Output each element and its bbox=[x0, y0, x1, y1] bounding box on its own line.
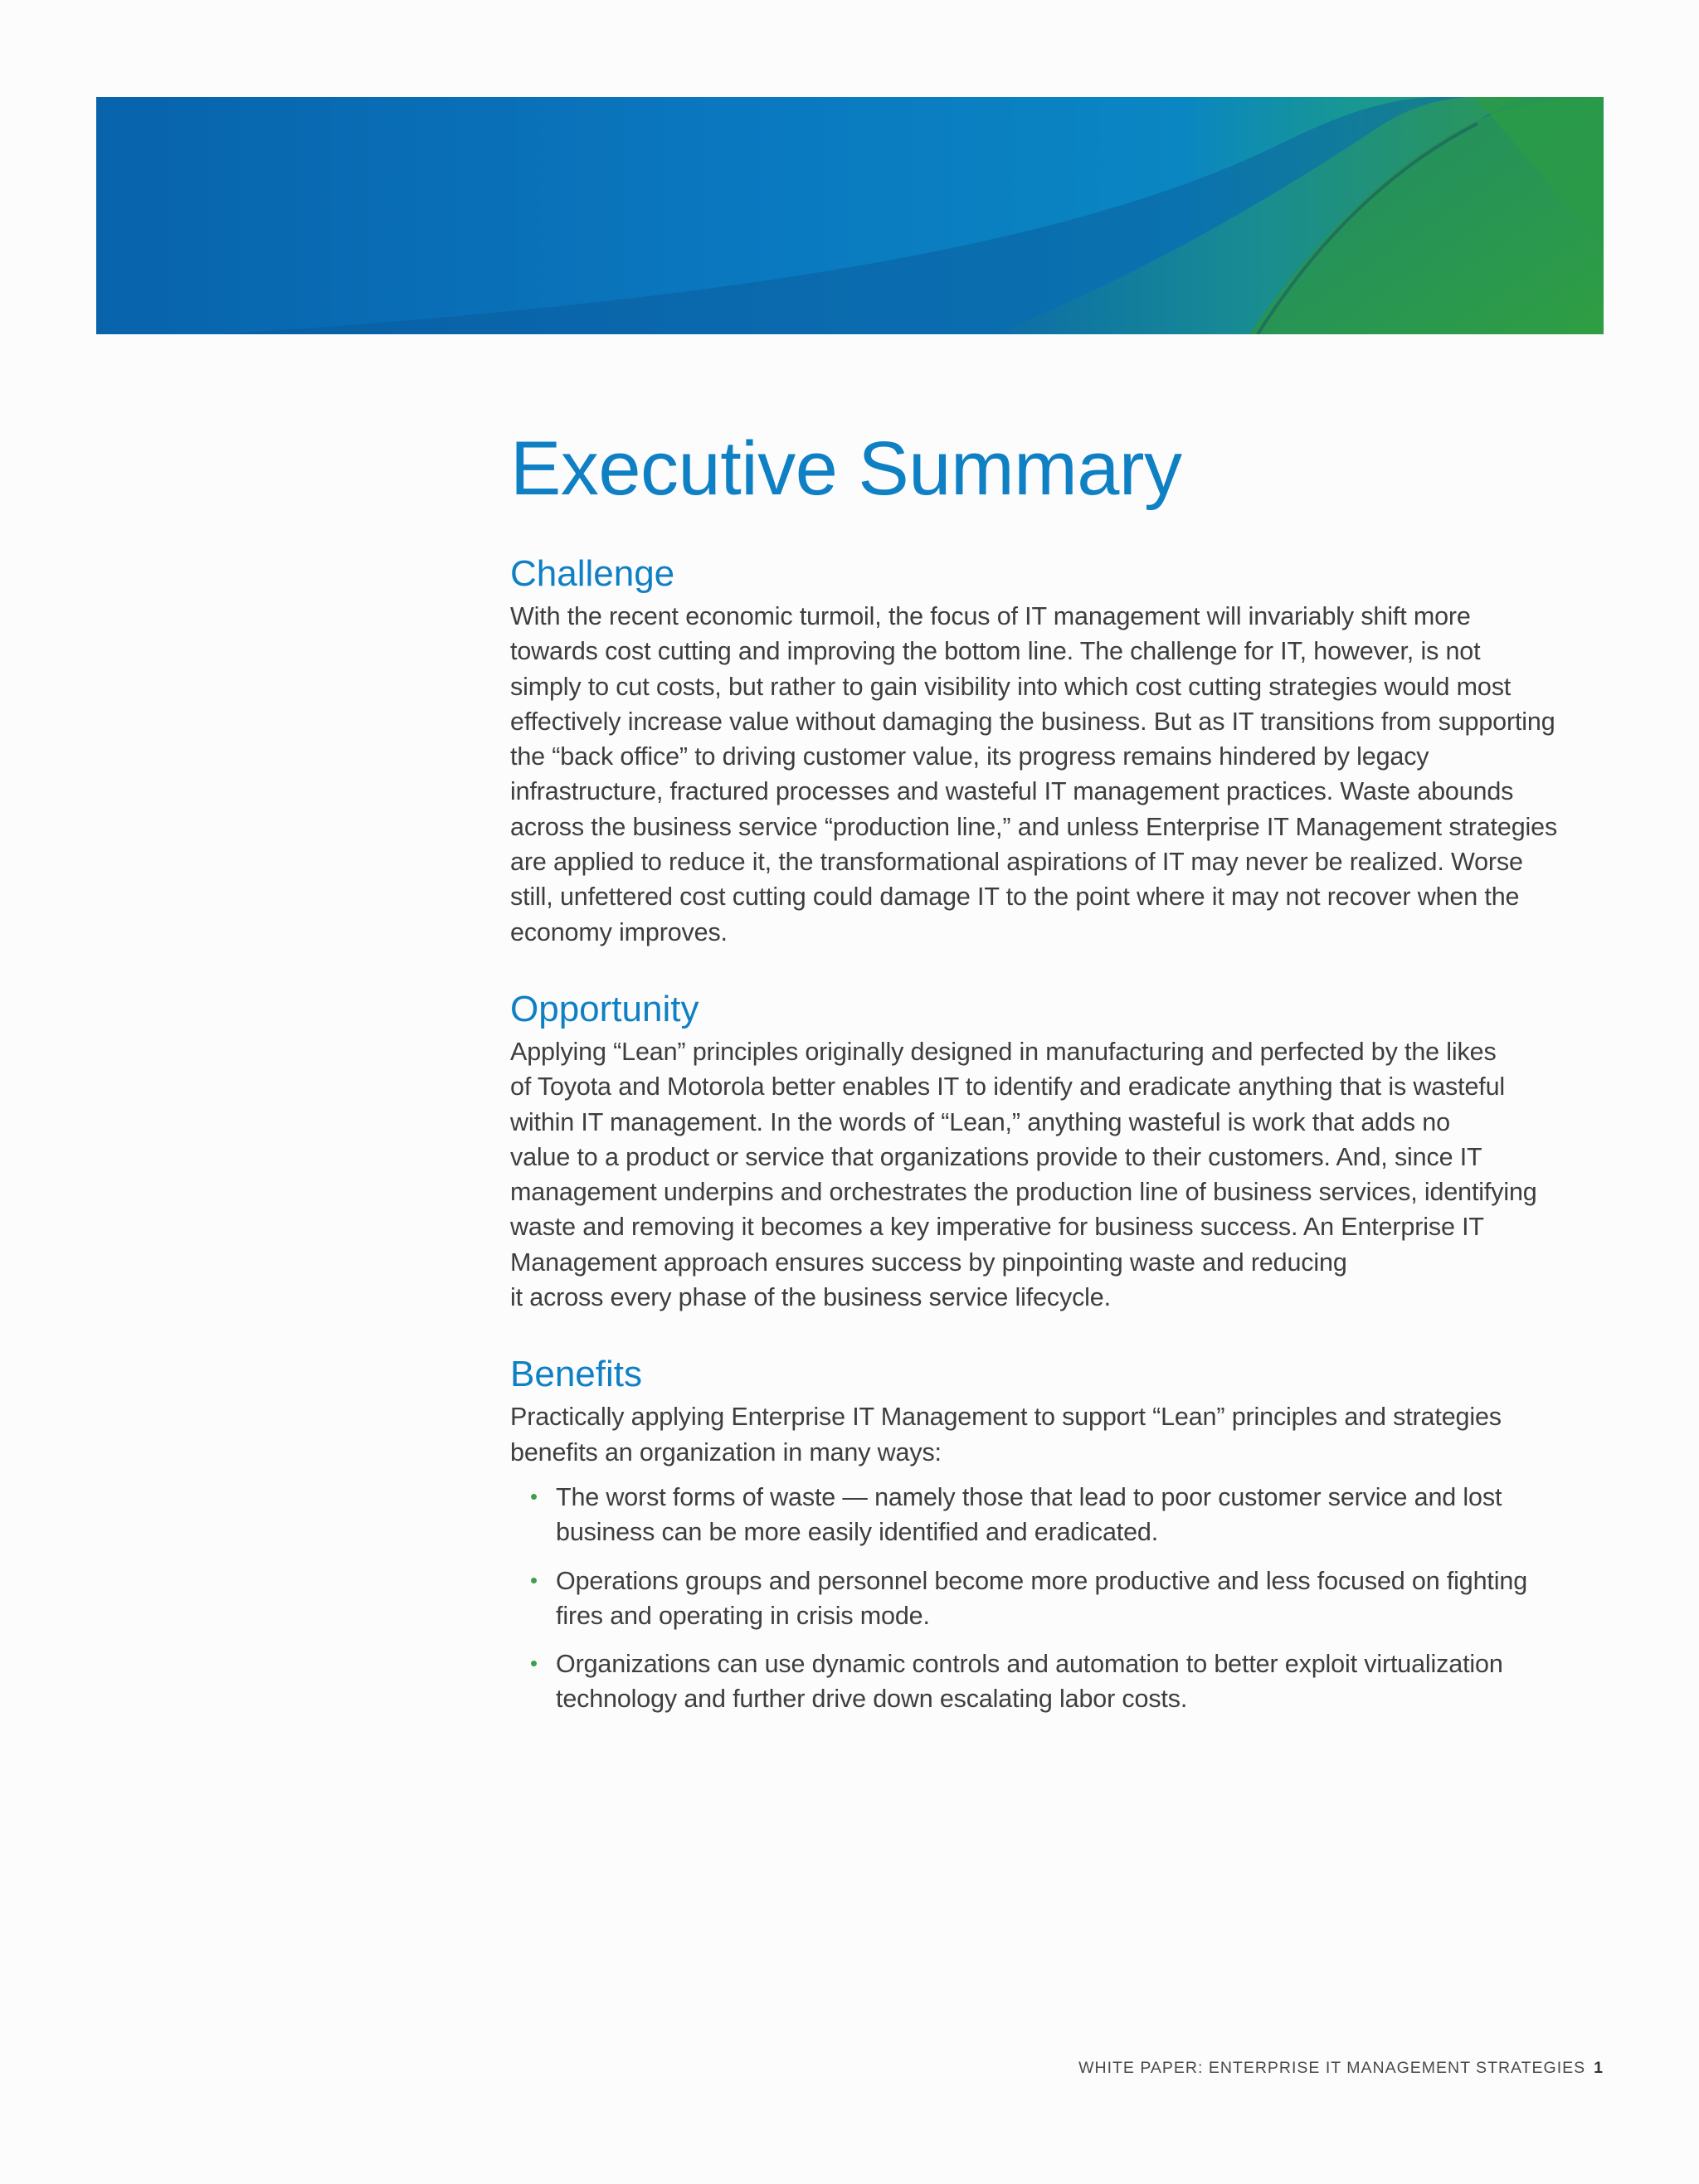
bullet-icon bbox=[531, 1661, 537, 1666]
footer-text: WHITE PAPER: ENTERPRISE IT MANAGEMENT STRATEGIES bbox=[1078, 2059, 1586, 2077]
text-line: it across every phase of the business service lifecycle. bbox=[510, 1283, 1111, 1312]
text-line: Organizations can use dynamic controls and automation to better exploit virtualization bbox=[556, 1650, 1503, 1679]
opportunity-paragraph bbox=[510, 1034, 1604, 1315]
text-line: Operations groups and personnel become more productive and less focused on fighting bbox=[556, 1566, 1528, 1595]
benefits-intro bbox=[510, 1399, 1604, 1470]
text-line: The worst forms of waste — namely those that lead to poor customer service and lost bbox=[556, 1482, 1502, 1511]
text-line: of Toyota and Motorola better enables IT to identify and eradicate anything that is wasteful bbox=[510, 1073, 1506, 1102]
benefits-heading: Benefits bbox=[510, 1354, 642, 1395]
text-line: towards cost cutting and improving the bottom line. The challenge for IT, however, is not bbox=[510, 637, 1481, 666]
main-content bbox=[510, 423, 1604, 1730]
text-line: management underpins and orchestrates the production line of business services, identifying bbox=[510, 1178, 1537, 1207]
text-line: benefits an organization in many ways: bbox=[510, 1437, 942, 1467]
page-footer bbox=[1078, 2059, 1604, 2078]
text-line: business can be more easily identified and eradicated. bbox=[556, 1518, 1159, 1547]
benefits-list bbox=[510, 1480, 1604, 1717]
opportunity-heading: Opportunity bbox=[510, 988, 699, 1029]
text-line: the “back office” to driving customer value, its progress remains hindered by legacy bbox=[510, 742, 1429, 771]
text-line: within IT management. In the words of “Lean,” anything wasteful is work that adds no bbox=[510, 1107, 1450, 1136]
text-line: fires and operating in crisis mode. bbox=[556, 1601, 930, 1630]
list-item bbox=[510, 1564, 1604, 1634]
text-line: Practically applying Enterprise IT Management to support “Lean” principles and strategies bbox=[510, 1403, 1502, 1432]
text-line: Applying “Lean” principles originally designed in manufacturing and perfected by the likes bbox=[510, 1037, 1497, 1066]
text-line: waste and removing it becomes a key imperative for business success. An Enterprise IT bbox=[510, 1213, 1484, 1242]
challenge-paragraph bbox=[510, 599, 1604, 950]
page-number: 1 bbox=[1594, 2059, 1604, 2077]
text-line: economy improves. bbox=[510, 917, 728, 946]
text-line: technology and further drive down escalating labor costs. bbox=[556, 1685, 1188, 1714]
bullet-icon bbox=[531, 1578, 537, 1583]
text-line: value to a product or service that organizations provide to their customers. And, since IT bbox=[510, 1142, 1482, 1171]
text-line: infrastructure, fractured processes and wasteful IT management practices. Waste abounds bbox=[510, 777, 1514, 806]
text-line: effectively increase value without damaging the business. But as IT transitions from supporting bbox=[510, 707, 1555, 736]
page-title: Executive Summary bbox=[510, 426, 1182, 511]
bullet-icon bbox=[531, 1494, 537, 1500]
banner-graphic bbox=[96, 97, 1604, 334]
text-line: are applied to reduce it, the transformational aspirations of IT may never be realized. Worse bbox=[510, 848, 1523, 877]
header-banner bbox=[96, 97, 1604, 334]
text-line: across the business service “production line,” and unless Enterprise IT Management strategies bbox=[510, 812, 1558, 841]
text-line: still, unfettered cost cutting could damage IT to the point where it may not recover when the bbox=[510, 883, 1520, 912]
list-item bbox=[510, 1480, 1604, 1550]
text-line: With the recent economic turmoil, the focus of IT management will invariably shift more bbox=[510, 602, 1471, 630]
list-item bbox=[510, 1647, 1604, 1717]
text-line: Management approach ensures success by pinpointing waste and reducing bbox=[510, 1248, 1347, 1277]
text-line: simply to cut costs, but rather to gain visibility into which cost cutting strategies would most bbox=[510, 672, 1512, 701]
challenge-heading: Challenge bbox=[510, 553, 675, 594]
